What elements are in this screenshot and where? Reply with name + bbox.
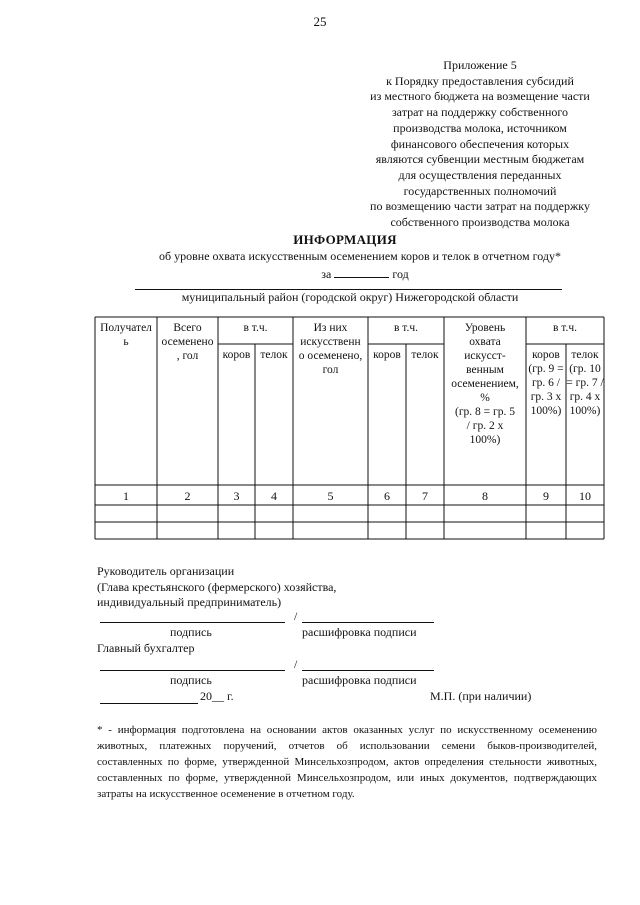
date-year: 20__ г. bbox=[200, 689, 234, 703]
label-line: индивидуальный предприниматель) bbox=[97, 595, 282, 609]
head-decode-field[interactable] bbox=[302, 622, 434, 623]
appendix-line: из местного бюджета на возмещение части bbox=[370, 89, 590, 104]
header-text: о осеменено, bbox=[298, 350, 363, 362]
column-number: 1 bbox=[123, 489, 129, 503]
accountant-label: Главный бухгалтер bbox=[97, 641, 195, 655]
header-text: (гр. 9 = bbox=[528, 363, 564, 375]
appendix-line: к Порядку предоставления субсидий bbox=[386, 73, 574, 88]
col-heifers-header: телок bbox=[260, 349, 288, 361]
header-text: гр. 6 / bbox=[531, 377, 561, 389]
header-text: гр. 4 х bbox=[569, 391, 601, 403]
accountant-decode-field[interactable] bbox=[302, 670, 434, 671]
header-text: (гр. 10 bbox=[569, 363, 601, 375]
page-number: 25 bbox=[313, 14, 327, 29]
appendix-line: являются субвенции местным бюджетам bbox=[375, 152, 585, 167]
accountant-signature-field[interactable] bbox=[100, 670, 285, 671]
column-number: 9 bbox=[543, 489, 549, 503]
label-line: (Глава крестьянского (фермерского) хозяйства, bbox=[97, 579, 337, 594]
header-text: осеменено bbox=[161, 336, 214, 348]
district-caption: муниципальный район (городской округ) Нижегородской области bbox=[181, 290, 519, 304]
signature-caption: подпись bbox=[170, 673, 212, 687]
appendix-line: Приложение 5 bbox=[443, 58, 517, 72]
label-line: Руководитель организации bbox=[97, 564, 235, 578]
header-text: телок bbox=[571, 349, 599, 361]
col-total-header bbox=[157, 321, 218, 363]
appendix-line: финансового обеспечения которых bbox=[390, 136, 570, 151]
col-recipient-header bbox=[95, 321, 157, 349]
signature-caption: подпись bbox=[170, 625, 212, 639]
head-signature-field[interactable] bbox=[100, 622, 285, 623]
column-number: 6 bbox=[384, 489, 390, 503]
document-subtitle: об уровне охвата искусственным осеменением коров и телок в отчетном году* bbox=[159, 249, 561, 263]
column-number: 7 bbox=[422, 489, 428, 503]
header-text: 100%) bbox=[469, 434, 501, 446]
col-artificial-header bbox=[293, 321, 368, 377]
appendix-line: затрат на поддержку собственного bbox=[391, 105, 569, 120]
header-text: % bbox=[480, 392, 490, 404]
col-cows-level-header bbox=[526, 348, 566, 418]
header-text: гол bbox=[322, 364, 339, 376]
header-text: 100%) bbox=[569, 405, 601, 417]
appendix-line: по возмещению части затрат на поддержку bbox=[370, 199, 590, 214]
col-cows-header: коров bbox=[222, 349, 251, 361]
decode-caption: расшифровка подписи bbox=[302, 625, 417, 639]
document-title: ИНФОРМАЦИЯ bbox=[293, 232, 397, 247]
header-text: Уровень bbox=[464, 322, 506, 334]
header-text: = гр. 7 / bbox=[566, 377, 604, 389]
slash: / bbox=[294, 609, 298, 623]
column-number: 8 bbox=[482, 489, 488, 503]
footnote: * - информация подготовлена на основании актов оказанных услуг по искусственному осеменению животных, платежных поручений, отчетов об использовании семени быков-производителей, составленных по форме, утвержденной Минсельхозпродом, актов определения стельности животных, составленных по форме, утвержденной Минсельхозпродом, или иных документов, подтверждающих затраты на искусственное осеменение в отчетном году. bbox=[97, 724, 597, 800]
col-art-heifers-header: телок bbox=[411, 349, 439, 361]
year-prefix: за bbox=[321, 267, 332, 281]
col-art-cows-header: коров bbox=[373, 349, 401, 361]
appendix-line: производства молока, источником bbox=[393, 120, 567, 135]
header-text: осеменением, bbox=[451, 378, 519, 390]
header-text: гр. 3 х bbox=[530, 391, 562, 403]
header-text: Получател bbox=[100, 322, 152, 334]
incl-header-c: в т.ч. bbox=[553, 322, 577, 334]
slash: / bbox=[294, 657, 298, 671]
header-text: ь bbox=[123, 336, 129, 348]
header-text: искусственн bbox=[300, 336, 361, 348]
column-number: 4 bbox=[271, 489, 277, 503]
appendix-line: государственных полномочий bbox=[403, 183, 557, 198]
column-number: 10 bbox=[579, 489, 591, 503]
year-suffix: год bbox=[392, 267, 409, 281]
header-text: коров bbox=[532, 349, 560, 361]
header-text: / гр. 2 х bbox=[466, 420, 504, 432]
header-text: (гр. 8 = гр. 5 bbox=[455, 406, 515, 418]
appendix-line: собственного производства молока bbox=[390, 215, 570, 230]
header-text: , гол bbox=[176, 350, 199, 362]
incl-header-b: в т.ч. bbox=[394, 322, 418, 334]
incl-header-a: в т.ч. bbox=[243, 322, 268, 334]
column-number: 5 bbox=[327, 489, 334, 503]
col-level-header bbox=[444, 321, 526, 447]
date-day-month-field[interactable] bbox=[100, 703, 198, 704]
header-text: венным bbox=[466, 364, 504, 376]
appendix-line: для осуществления переданных bbox=[398, 167, 562, 182]
header-text: искусст- bbox=[464, 350, 506, 362]
column-number: 2 bbox=[184, 489, 191, 503]
stamp-note: М.П. (при наличии) bbox=[430, 689, 532, 703]
decode-caption: расшифровка подписи bbox=[302, 673, 417, 687]
header-text: 100%) bbox=[530, 405, 562, 417]
head-signature-label bbox=[97, 564, 336, 611]
header-text: охвата bbox=[469, 336, 501, 348]
header-text: Из них bbox=[313, 322, 348, 334]
column-number: 3 bbox=[233, 489, 240, 503]
col-heifers-level-header bbox=[566, 348, 604, 418]
header-text: Всего bbox=[173, 322, 202, 334]
